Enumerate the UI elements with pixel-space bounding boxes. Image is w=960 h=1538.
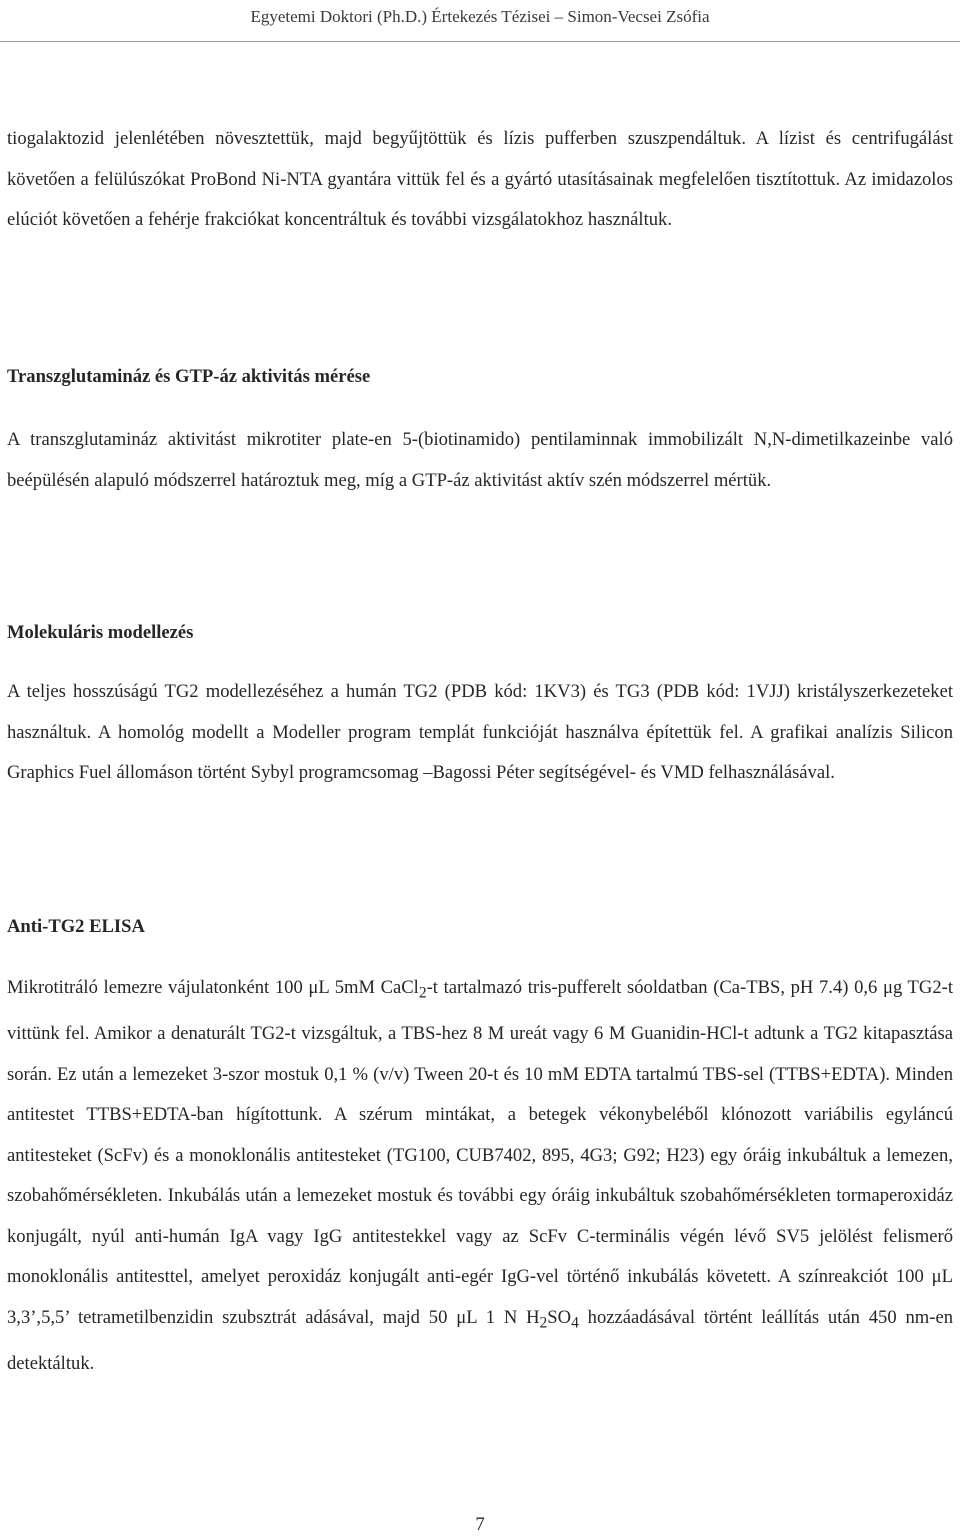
page-number: 7 — [475, 1514, 485, 1535]
section-paragraph-modelling: A teljes hosszúságú TG2 modellezéséhez a humán TG2 (PDB kód: 1KV3) és TG3 (PDB kód: 1VJJ) kristályszerkezeteket használtuk. A homológ modellt a Modeller program templát funkcióját használva építettük fel. A grafikai analízis Silicon Graphics Fuel állomáson történt Sybyl programcsomag –Bagossi Péter segítségével- és VMD felhasználásával. — [7, 681, 953, 783]
intro-paragraph: tiogalaktozid jelenlétében növesztettük, majd begyűjtöttük és lízis pufferben szuszpendáltuk. A lízist és centrifugálást követően a felülúszókat ProBond Ni-NTA gyantára vittük fel és a gyártó utasításainak megfelelően tisztítottuk. Az imidazolos elúciót követően a fehérje frakciókat koncentráltuk és további vizsgálatokhoz használtuk. — [7, 128, 953, 230]
subscript-2-h2so4: 2 — [539, 1314, 548, 1332]
section-heading-modelling: Molekuláris modellezés — [7, 622, 194, 643]
section-paragraph-transglutaminase: A transzglutamináz aktivitást mikrotiter plate-en 5-(biotinamido) pentilaminnak immobilizált N,N-dimetilkazeinbe való beépülésén alapuló módszerrel határoztuk meg, míg a GTP-áz aktivitást aktív szén módszerrel mértük. — [7, 429, 953, 491]
section-heading-transglutaminase: Transzglutamináz és GTP-áz aktivitás mérése — [7, 366, 371, 387]
elisa-text-part-4: hozzáadásával történt leállítás után 450 nm-en detektáltuk. — [7, 1306, 953, 1374]
header-divider — [0, 41, 960, 42]
elisa-text-part-3: SO — [547, 1306, 572, 1328]
running-header: Egyetemi Doktori (Ph.D.) Értekezés Tézisei – Simon-Vecsei Zsófia — [250, 7, 710, 26]
section-paragraph-elisa — [7, 968, 953, 1384]
subscript-2: 2 — [418, 984, 427, 1002]
elisa-text-part-2: -t tartalmazó tris-pufferelt sóoldatban (Ca-TBS, pH 7.4) 0,6 μg TG2-t vittünk fel. Amikor a denaturált TG2-t vizsgáltuk, a TBS-hez 8 M ureát vagy 6 M Guanidin-HCl-t adtunk a TG2 kitapasztása során. Ez után a lemezeket 3-szor mostuk 0,1 % (v/v) Tween 20-t és 10 mM EDTA tartalmú TBS-sel (TTBS+EDTA). Minden antitestet TTBS+EDTA-ban hígítottunk. A szérum mintákat, a betegek vékonybeléből klónozott variábilis egyláncú antitesteket (ScFv) és a monoklonális antitesteket (TG100, CUB7402, 895, 4G3; G92; H23) egy óráig inkubáltuk a lemezen, szobahőmérsékleten. Inkubálás után a lemezeket mostuk és további egy óráig inkubáltuk szobahőmérsékleten tormaperoxidáz konjugált, nyúl anti-humán IgA vagy IgG antitestekkel vagy az ScFv C-terminális végén lévő SV5 jelölést felismerő monoklonális antitesttel, amelyet peroxidáz konjugált anti-egér IgG-vel történő inkubálás követett. A színreakciót 100 μL 3,3’,5,5’ tetrametilbenzidin szubsztrát adásával, majd 50 μL 1 N H — [7, 977, 953, 1328]
elisa-text-part-1: Mikrotitráló lemezre vájulatonként 100 μL 5mM CaCl — [7, 977, 419, 998]
subscript-4: 4 — [571, 1314, 579, 1332]
section-heading-elisa: Anti-TG2 ELISA — [7, 916, 145, 937]
